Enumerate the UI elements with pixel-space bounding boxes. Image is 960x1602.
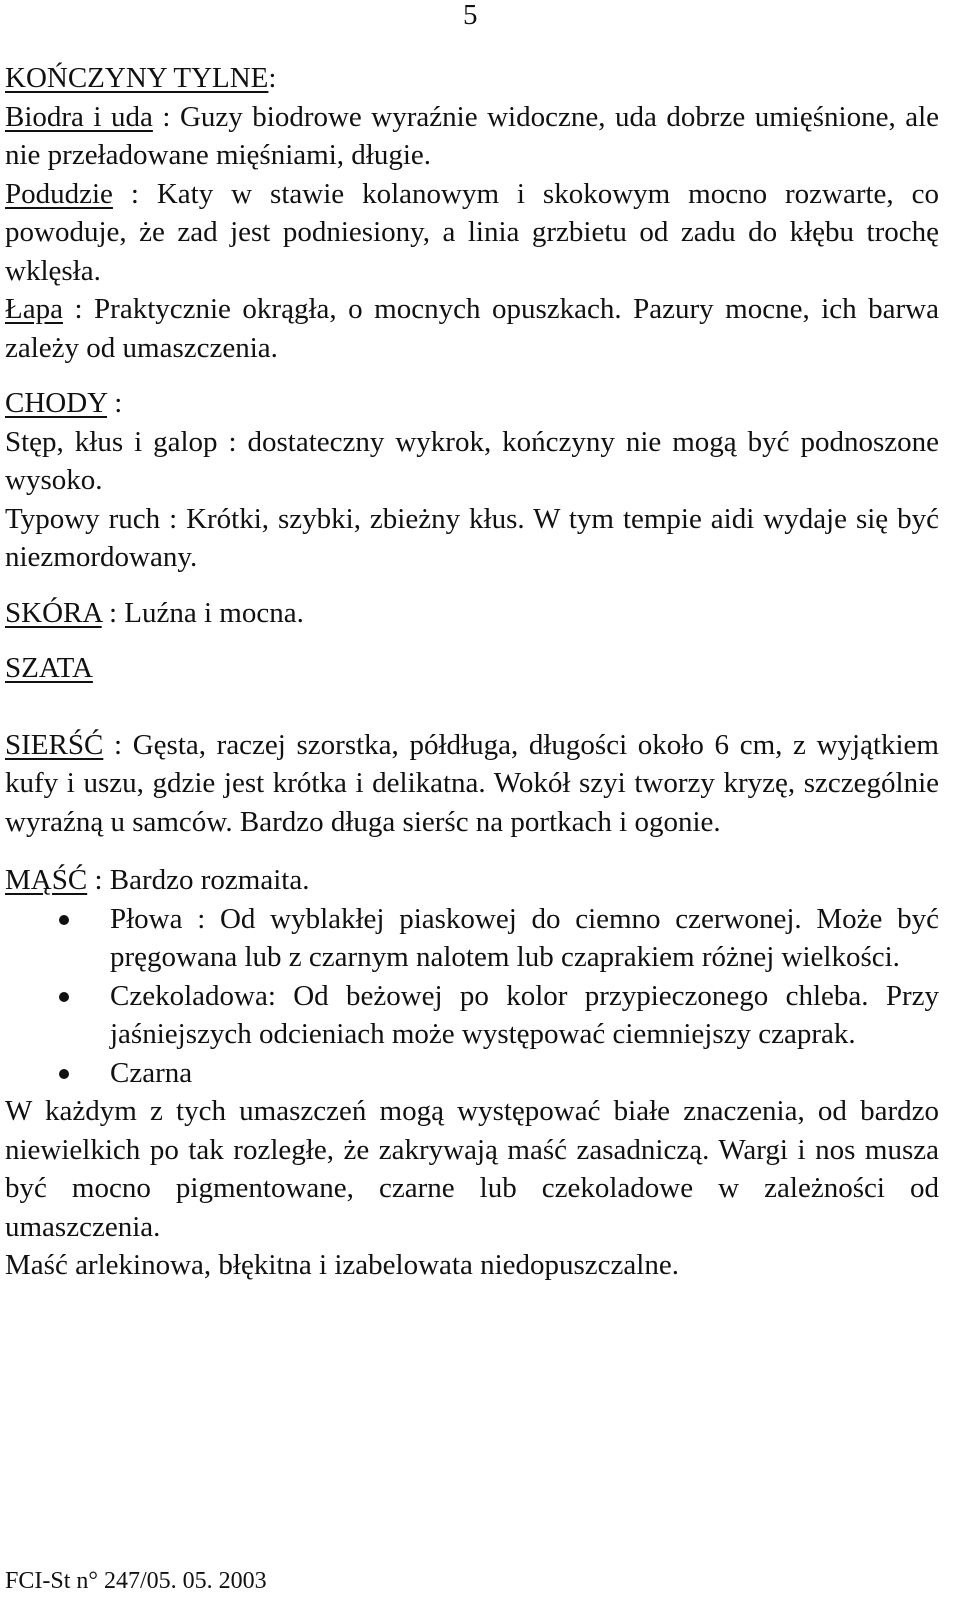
- heading-coat-text: SZATA: [5, 652, 93, 684]
- colour-item-black: Czarna: [110, 1056, 193, 1089]
- heading-skin: SKÓRA: [5, 596, 102, 629]
- paragraph-hair: [5, 726, 939, 842]
- section-gait: [5, 384, 939, 577]
- colour-item-chocolate: Czekoladowa: Od beżowej po kolor przypieczonego chleba. Przy jaśniejszych odcieniach może występować ciemniejszy czaprak.: [110, 979, 939, 1050]
- list-item: [5, 977, 939, 1054]
- text-paw: : Praktycznie okrągła, o mocnych opuszkach. Pazury mocne, ich barwa zależy od umaszczenia.: [5, 293, 939, 364]
- document-body: [5, 59, 939, 1285]
- colour-list: [5, 900, 939, 1093]
- heading-gait: CHODY :: [5, 387, 123, 419]
- heading-hind-limbs: KOŃCZYNY TYLNE:: [5, 62, 277, 94]
- heading-coat: [5, 649, 939, 688]
- text-hair: : Gęsta, raczej szorstka, półdługa, długości około 6 cm, z wyjątkiem kufy i uszu, gdzie jest krótka i delikatna. Wokół szyi tworzy kryzę, szczególnie wyraźną u samców. Bardzo długa sierśc na portkach i ogonie.: [5, 728, 939, 838]
- paragraph-white-marks: W każdym z tych umaszczeń mogą występować białe znaczenia, od bardzo niewielkich po tak rozległe, że zakrywają maść zasadniczą. Wargi i nos musza być mocno pigmentowane, czarne lub czekoladowe w zależności od umaszczenia.: [5, 1095, 939, 1243]
- paragraph-lower-thigh: [5, 175, 939, 291]
- text-colour-intro: : Bardzo rozmaita.: [87, 864, 310, 896]
- label-hair: SIERŚĆ: [5, 728, 104, 761]
- paragraph-skin: [5, 594, 939, 633]
- list-item: [5, 1054, 939, 1093]
- bullet-icon: [59, 1069, 69, 1079]
- list-item: [5, 900, 939, 977]
- heading-colour: MĄŚĆ: [5, 864, 88, 896]
- label-lower-thigh: Podudzie: [5, 177, 113, 210]
- text-skin: : Luźna i mocna.: [101, 596, 304, 629]
- paragraph-paw: [5, 290, 939, 367]
- bullet-icon: [59, 915, 69, 925]
- bullet-icon: [59, 992, 69, 1002]
- paragraph-walk: Stęp, kłus i galop : dostateczny wykrok, kończyny nie mogą być podnoszone wysoko.: [5, 425, 939, 496]
- section-skin: [5, 594, 939, 633]
- label-paw: Łapa: [5, 293, 63, 325]
- section-coat: [5, 649, 939, 841]
- footer-standard-ref: FCI-St n° 247/05. 05. 2003: [5, 1568, 267, 1594]
- section-hind-limbs: [5, 59, 939, 367]
- paragraph-colour-intro: [5, 861, 939, 900]
- paragraph-hips: [5, 98, 939, 175]
- colour-item-fawn: Płowa : Od wyblakłej piaskowej do ciemno czerwonej. Może być pręgowana lub z czarnym nalotem lub czaprakiem różnej wielkości.: [110, 902, 939, 973]
- heading-hind-limbs-text: KOŃCZYNY TYLNE: [5, 62, 269, 94]
- text-lower-thigh: : Katy w stawie kolanowym i skokowym mocno rozwarte, co powoduje, że zad jest podniesiony, a linia grzbietu od zadu do kłębu trochę wklęsła.: [5, 177, 939, 287]
- paragraph-forbidden-colours: Maść arlekinowa, błękitna i izabelowata niedopuszczalne.: [5, 1249, 679, 1281]
- section-colour: [5, 861, 939, 1285]
- paragraph-typical-movement: Typowy ruch : Krótki, szybki, zbieżny kłus. W tym tempie aidi wydaje się być niezmordowany.: [5, 502, 939, 573]
- text-hips: : Guzy biodrowe wyraźnie widoczne, uda dobrze umięśnione, ale nie przeładowane mięśniami, długie.: [5, 100, 939, 171]
- label-hips: Biodra i uda: [5, 100, 153, 133]
- heading-gait-text: CHODY: [5, 387, 108, 419]
- page-number: 5: [463, 0, 478, 31]
